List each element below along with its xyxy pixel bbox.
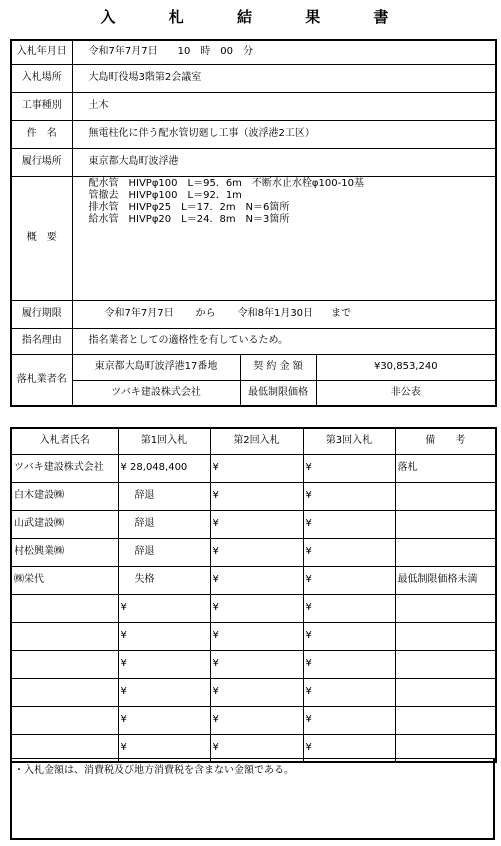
bidder-name	[11, 594, 118, 622]
remarks	[395, 706, 496, 734]
place-label: 入札場所	[11, 64, 72, 92]
table-row	[11, 454, 496, 482]
round3-bid: ¥	[303, 678, 395, 706]
table-row	[11, 678, 496, 706]
period-start: 令和7年7月7日	[104, 308, 174, 319]
overview-line: 給水管 HIVPφ20 L＝24．8m N＝3箇所	[88, 213, 290, 225]
round2-bid: ¥	[210, 706, 303, 734]
period-until: まで	[331, 308, 352, 319]
location-label: 履行場所	[11, 148, 72, 176]
period-label: 履行期限	[11, 300, 72, 328]
bidder-name	[11, 678, 118, 706]
round1-bid: 失格	[118, 566, 210, 594]
bidder-name	[11, 706, 118, 734]
round2-bid: ¥	[210, 510, 303, 538]
contract-label: 契 約 金 額	[240, 354, 316, 380]
bidder-name: 白木建設㈱	[11, 482, 118, 510]
round2-bid: ¥	[210, 482, 303, 510]
bids-table	[10, 427, 497, 763]
table-row	[11, 482, 496, 510]
round3-bid: ¥	[303, 594, 395, 622]
round1-bid: ¥	[118, 678, 210, 706]
winner-address: 東京都大島町波浮港17番地	[72, 354, 240, 380]
bids-header-name: 入札者氏名	[11, 428, 118, 454]
round1-bid: 辞退	[118, 482, 210, 510]
table-row	[11, 706, 496, 734]
round3-bid: ¥	[303, 510, 395, 538]
round1-bid: ¥	[118, 734, 210, 762]
overview-value	[72, 176, 496, 300]
round2-bid: ¥	[210, 594, 303, 622]
round2-bid: ¥	[210, 454, 303, 482]
round1-bid: ¥	[118, 706, 210, 734]
bids-header-round3: 第3回入札	[303, 428, 395, 454]
subject-label: 件 名	[11, 120, 72, 148]
contract-value: ¥30,853,240	[316, 354, 496, 380]
round2-bid: ¥	[210, 678, 303, 706]
date-label: 入札年月日	[11, 40, 72, 64]
period-value	[72, 300, 496, 328]
bidder-name	[11, 622, 118, 650]
round2-bid: ¥	[210, 538, 303, 566]
round1-bid: ¥	[118, 622, 210, 650]
info-table	[10, 39, 497, 407]
bidder-name	[11, 650, 118, 678]
type-label: 工事種別	[11, 92, 72, 120]
remarks	[395, 482, 496, 510]
bidder-name: 村松興業㈱	[11, 538, 118, 566]
table-row	[11, 650, 496, 678]
minprice-label: 最低制限価格	[240, 380, 316, 406]
round1-bid: 辞退	[118, 538, 210, 566]
table-row	[11, 566, 496, 594]
remarks	[395, 650, 496, 678]
remarks	[395, 594, 496, 622]
remarks	[395, 538, 496, 566]
round3-bid: ¥	[303, 650, 395, 678]
remarks	[395, 622, 496, 650]
reason-label: 指名理由	[11, 328, 72, 354]
winner-label: 落札業者名	[11, 354, 72, 406]
table-row	[11, 510, 496, 538]
period-from: から	[195, 308, 216, 319]
round2-bid: ¥	[210, 622, 303, 650]
remarks	[395, 510, 496, 538]
round3-bid: ¥	[303, 622, 395, 650]
document-title: 入 札 結 果 書	[100, 8, 413, 26]
location-value: 東京都大島町波浮港	[72, 148, 496, 176]
bids-header-round2: 第2回入札	[210, 428, 303, 454]
type-value: 土木	[72, 92, 496, 120]
round3-bid: ¥	[303, 482, 395, 510]
round1-bid: ¥	[118, 650, 210, 678]
bidder-name: ツバキ建設株式会社	[11, 454, 118, 482]
bids-header-remarks: 備 考	[395, 428, 496, 454]
round3-bid: ¥	[303, 454, 395, 482]
bidder-name: ㈱栄代	[11, 566, 118, 594]
reason-value: 指名業者としての適格性を有しているため。	[72, 328, 496, 354]
date-value: 令和7年7月7日 10 時 00 分	[72, 40, 496, 64]
subject-value: 無電柱化に伴う配水管切廻し工事（波浮港2工区）	[72, 120, 496, 148]
overview-line: 排水管 HIVPφ25 L＝17．2m N＝6箇所	[88, 201, 290, 213]
round2-bid: ¥	[210, 566, 303, 594]
period-end: 令和8年1月30日	[237, 308, 314, 319]
minprice-value: 非公表	[316, 380, 496, 406]
round3-bid: ¥	[303, 566, 395, 594]
notes-box: ・入札金額は、消費税及び地方消費税を含まない金額である。	[10, 758, 495, 840]
round2-bid: ¥	[210, 734, 303, 762]
round1-bid: ¥ 28,048,400	[118, 454, 210, 482]
bids-header-round1: 第1回入札	[118, 428, 210, 454]
round3-bid: ¥	[303, 734, 395, 762]
remarks: 落札	[395, 454, 496, 482]
round1-bid: ¥	[118, 594, 210, 622]
winner-name: ツバキ建設株式会社	[72, 380, 240, 406]
place-value: 大島町役場3階第2会議室	[72, 64, 496, 92]
table-row	[11, 538, 496, 566]
table-row	[11, 594, 496, 622]
remarks	[395, 678, 496, 706]
bidder-name: 山武建設㈱	[11, 510, 118, 538]
bids-header-row	[11, 428, 496, 454]
overview-line: 配水管 HIVPφ100 L＝95．6m 不断水止水栓φ100-10基	[88, 177, 364, 189]
round1-bid: 辞退	[118, 510, 210, 538]
round2-bid: ¥	[210, 650, 303, 678]
overview-label: 概 要	[11, 176, 72, 300]
round3-bid: ¥	[303, 538, 395, 566]
round3-bid: ¥	[303, 706, 395, 734]
table-row	[11, 622, 496, 650]
overview-line: 管撤去 HIVPφ100 L＝92．1m	[88, 189, 242, 201]
remarks: 最低制限価格未満	[395, 566, 496, 594]
